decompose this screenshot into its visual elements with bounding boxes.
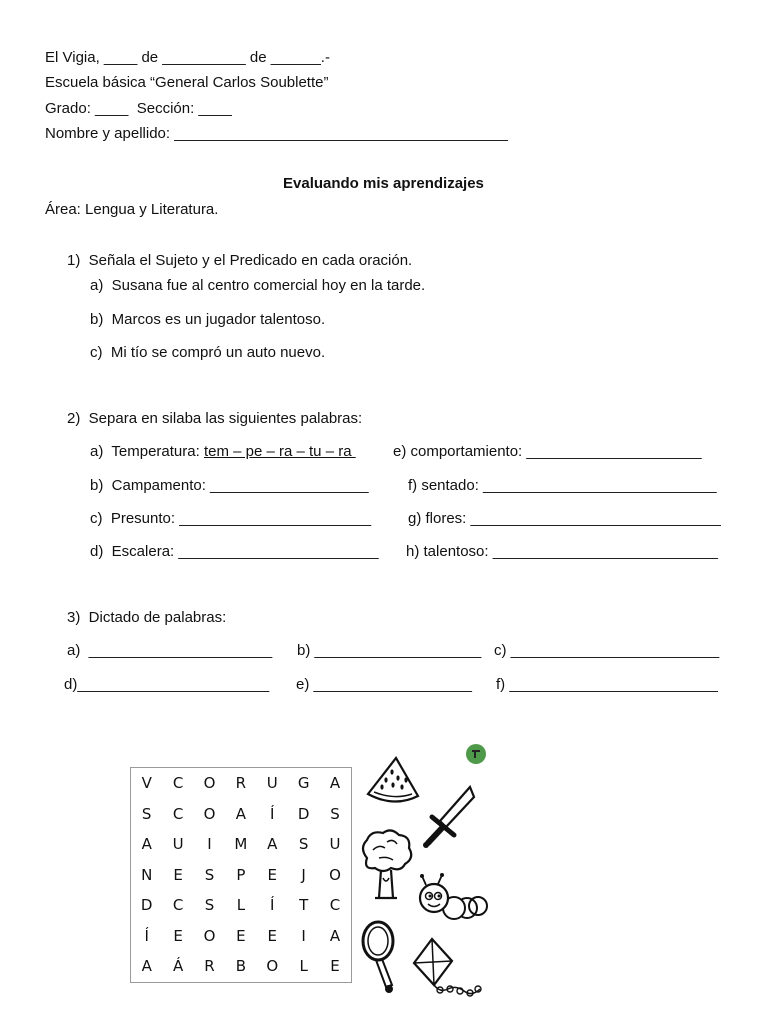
grid-letter: A <box>267 835 278 854</box>
grid-row <box>131 799 352 830</box>
dictation-blank: e) ___________________ <box>296 676 473 693</box>
grid-letter: S <box>141 804 152 823</box>
grid-letter: D <box>140 896 153 915</box>
tree-icon <box>357 828 415 904</box>
caterpillar-icon <box>416 872 490 924</box>
date-line: El Vigia, ____ de __________ de ______.- <box>45 49 330 66</box>
grid-letter: S <box>204 865 215 884</box>
grid-letter: I <box>301 926 306 945</box>
grid-letter: C <box>329 896 341 915</box>
dictation-blank: f) _________________________ <box>496 676 718 693</box>
dictation-blank: b) ____________________ <box>297 642 482 659</box>
grade-section-line: Grado: ____ Sección: ____ <box>45 100 232 117</box>
question-1-prompt: 1) Señala el Sujeto y el Predicado en cada oración. <box>67 252 413 269</box>
question-2-item: f) sentado: ____________________________ <box>408 477 717 494</box>
grid-letter: P <box>236 865 246 884</box>
grid-letter: I <box>207 835 212 854</box>
grid-letter: A <box>329 774 341 793</box>
grid-letter: Í <box>144 926 149 945</box>
grid-letter: A <box>235 804 246 823</box>
subject-area: Área: Lengua y Literatura. <box>45 201 219 218</box>
grid-letter: Í <box>270 804 275 823</box>
example-answer: tem – pe – ra – tu – ra <box>203 443 356 460</box>
grid-letter: C <box>172 804 184 823</box>
kite-icon <box>410 937 486 999</box>
grid-letter: E <box>236 926 246 945</box>
grid-letter: E <box>173 865 183 884</box>
question-2-item: e) comportamiento: _____________________ <box>393 443 702 460</box>
name-line: Nombre y apellido: ________________________________________ <box>45 125 508 142</box>
grid-letter: E <box>267 926 277 945</box>
grid-row <box>131 768 352 799</box>
grid-letter: Í <box>270 896 275 915</box>
school-name: Escuela básica “General Carlos Soublette” <box>45 74 329 91</box>
grid-letter: C <box>172 896 184 915</box>
dictation-blank: c) _________________________ <box>494 642 720 659</box>
watermelon-icon <box>362 754 422 809</box>
grid-letter: N <box>141 865 153 884</box>
grid-letter: E <box>173 926 183 945</box>
page-title: Evaluando mis aprendizajes <box>283 175 484 192</box>
grid-letter: S <box>204 896 215 915</box>
grid-row <box>131 921 352 952</box>
grid-letter: D <box>297 804 310 823</box>
grid-letter: E <box>330 957 340 976</box>
grid-letter: U <box>172 835 184 854</box>
dictation-blank: d)_______________________ <box>64 676 270 693</box>
word-search-grid <box>130 767 352 983</box>
grid-letter: G <box>297 774 310 793</box>
question-1-item: a) Susana fue al centro comercial hoy en la tarde. <box>90 277 426 294</box>
grid-letter: O <box>266 957 279 976</box>
question-1-item: b) Marcos es un jugador talentoso. <box>90 311 326 328</box>
grid-letter: S <box>330 804 340 823</box>
sword-icon <box>418 783 478 849</box>
grid-letter: L <box>236 896 246 915</box>
grid-letter: U <box>266 774 278 793</box>
grid-letter: A <box>141 957 152 976</box>
grid-letter: U <box>329 835 341 854</box>
grid-letter: T <box>299 896 309 915</box>
grid-letter: L <box>299 957 308 976</box>
grid-letter: C <box>172 774 184 793</box>
grid-letter: Á <box>172 957 184 976</box>
grid-letter: O <box>329 865 341 884</box>
question-3-prompt: 3) Dictado de palabras: <box>67 609 227 626</box>
question-2-item: b) Campamento: ___________________ <box>90 477 369 494</box>
badge-icon <box>465 743 487 765</box>
question-2-item: h) talentoso: ___________________________ <box>406 543 718 560</box>
grid-letter: R <box>204 957 215 976</box>
dictation-blank: a) ______________________ <box>67 642 273 659</box>
question-2-item: g) flores: ______________________________ <box>408 510 721 527</box>
grid-letter: R <box>235 774 247 793</box>
grid-letter: A <box>141 835 152 854</box>
grid-letter: S <box>298 835 309 854</box>
grid-letter: O <box>203 804 216 823</box>
question-2-example <box>90 442 356 462</box>
grid-letter: E <box>267 865 277 884</box>
grid-letter: J <box>301 865 306 884</box>
grid-row <box>131 951 352 982</box>
grid-letter: V <box>141 774 152 793</box>
grid-letter: A <box>329 926 341 945</box>
grid-letter: B <box>235 957 247 976</box>
question-2-item: c) Presunto: _______________________ <box>90 510 372 527</box>
grid-letter: O <box>203 774 216 793</box>
question-1-item: c) Mi tío se compró un auto nuevo. <box>90 344 326 361</box>
grid-letter: O <box>203 926 216 945</box>
grid-row <box>131 860 352 891</box>
grid-letter: M <box>234 835 248 854</box>
question-2-prompt: 2) Separa en silaba las siguientes palabras: <box>67 410 363 427</box>
grid-row <box>131 829 352 860</box>
question-2-item: d) Escalera: ________________________ <box>90 543 379 560</box>
mirror-icon <box>358 917 402 995</box>
example-label: a) Temperatura: <box>90 443 204 460</box>
grid-row <box>131 890 352 921</box>
